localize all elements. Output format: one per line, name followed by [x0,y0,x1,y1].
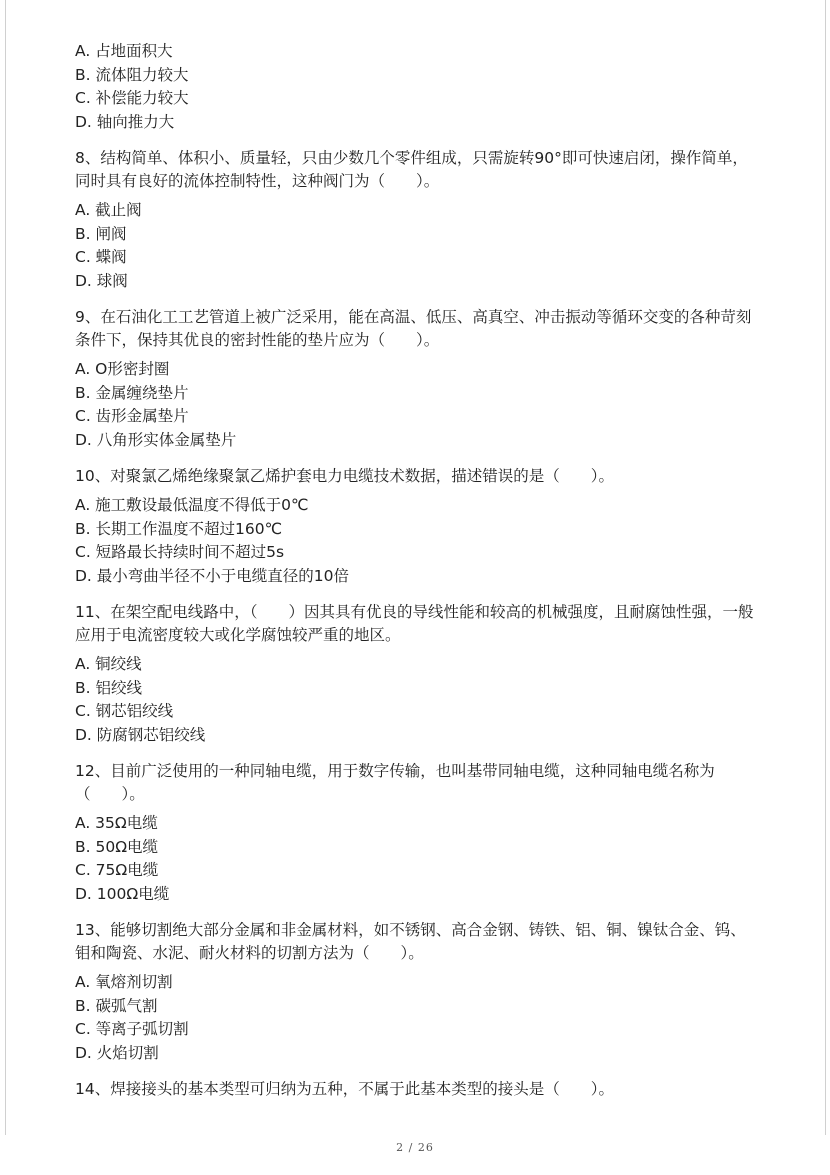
question-stem: 8、结构简单、体积小、质量轻，只由少数几个零件组成，只需旋转90°即可快速启闭，操作简单，同时具有良好的流体控制特性，这种阀门为（ ）。 [75,149,748,190]
page-separator: / [408,1141,414,1154]
question-stem: 12、目前广泛使用的一种同轴电缆，用于数字传输，也叫基带同轴电缆，这种同轴电缆名称为（ ）。 [75,762,715,803]
option-d: D. 最小弯曲半径不小于电缆直径的10倍 [75,566,350,585]
option-b: B. 长期工作温度不超过160℃ [75,519,282,538]
question-8 [75,147,757,293]
question-stem: 11、在架空配电线路中，（ ）因其具有优良的导线性能和较高的机械强度，且耐腐蚀性强，一般应用于电流密度较大或化学腐蚀较严重的地区。 [75,603,754,644]
page-left-edge [5,0,6,1135]
page-right-edge [825,0,826,1135]
option-list [75,40,757,134]
page-total: 26 [417,1141,434,1154]
question-7-options [75,40,757,134]
option-c: C. 齿形金属垫片 [75,407,189,425]
option-b: B. 铝绞线 [75,678,142,697]
option-a: A. 占地面积大 [75,42,173,60]
question-stem: 9、在石油化工工艺管道上被广泛采用，能在高温、低压、高真空、冲击振动等循环交变的各种苛刻条件下，保持其优良的密封性能的垫片应为（ ）。 [75,308,752,349]
question-stem: 10、对聚氯乙烯绝缘聚氯乙烯护套电力电缆技术数据，描述错误的是（ ）。 [75,467,614,485]
option-b: B. 50Ω电缆 [75,837,159,856]
question-stem: 13、能够切割绝大部分金属和非金属材料，如不锈钢、高合金钢、铸铁、铝、铜、镍钛合金、钨、钼和陶瓷、水泥、耐火材料的切割方法为（ ）。 [75,921,746,962]
option-d: D. 轴向推力大 [75,112,175,131]
option-d: D. 球阀 [75,271,128,290]
option-c: C. 等离子弧切割 [75,1020,189,1038]
page-number [0,1141,830,1154]
option-list [75,358,757,452]
option-d: D. 火焰切割 [75,1043,159,1062]
option-b: B. 金属缠绕垫片 [75,383,189,402]
option-list [75,653,757,747]
option-a: A. 施工敷设最低温度不得低于0℃ [75,496,309,514]
option-a: A. O形密封圈 [75,360,170,378]
question-10 [75,465,757,588]
option-list [75,812,757,906]
option-a: A. 氧熔剂切割 [75,973,173,991]
page-current: 2 [396,1141,405,1154]
option-c: C. 短路最长持续时间不超过5s [75,543,285,561]
option-list [75,199,757,293]
option-d: D. 防腐钢芯铝绞线 [75,725,206,744]
option-c: C. 蝶阀 [75,248,127,266]
option-c: C. 钢芯铝绞线 [75,702,174,720]
option-d: D. 八角形实体金属垫片 [75,430,237,449]
question-stem: 14、焊接接头的基本类型可归纳为五种，不属于此基本类型的接头是（ ）。 [75,1080,614,1098]
question-13 [75,919,757,1065]
question-12 [75,760,757,906]
question-9 [75,306,757,452]
option-a: A. 截止阀 [75,201,142,219]
question-list [75,40,757,1114]
option-list [75,971,757,1065]
question-14 [75,1078,757,1101]
option-b: B. 流体阻力较大 [75,65,189,84]
option-a: A. 35Ω电缆 [75,814,158,832]
option-list [75,494,757,588]
question-11 [75,601,757,747]
option-c: C. 补偿能力较大 [75,89,189,107]
option-a: A. 铜绞线 [75,655,142,673]
option-b: B. 碳弧气割 [75,996,158,1015]
option-d: D. 100Ω电缆 [75,884,170,903]
option-b: B. 闸阀 [75,224,127,243]
option-c: C. 75Ω电缆 [75,861,159,879]
